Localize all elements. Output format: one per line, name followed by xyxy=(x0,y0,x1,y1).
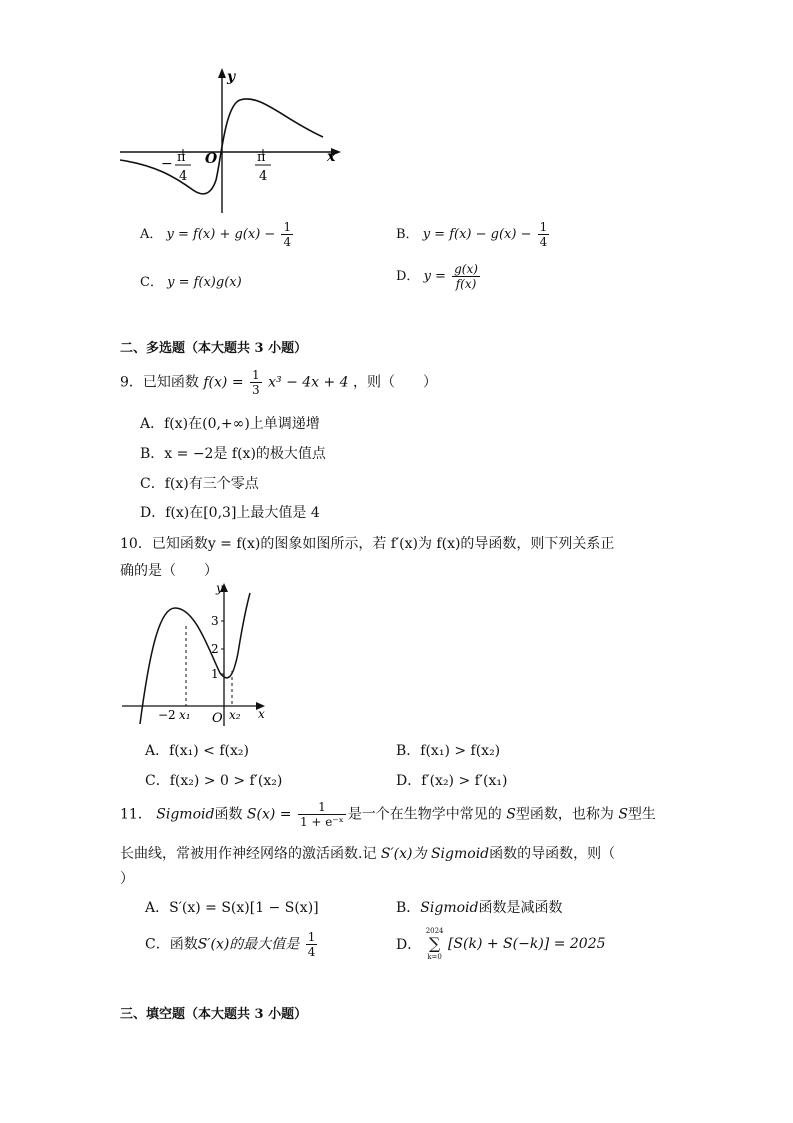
q11-option-d[interactable]: D． 2024 ∑ k=0 [S(k) + S(−k)] = 2025 xyxy=(396,927,606,961)
q10-stem-line1: 10．已知函数y = f(x)的图象如图所示，若 f′(x)为 f(x)的导函数，则下列关系正 xyxy=(120,536,615,552)
q9-stem: 9．已知函数 f(x) = $\frac{1}{3}$ x³ − 4x + 4 ，则（ ） xyxy=(120,368,438,397)
tick-x1: x₁ xyxy=(179,708,191,722)
origin-label: O xyxy=(205,151,218,167)
q8-option-a[interactable]: A． y = f(x) + g(x) − $\frac{1}{4}$ xyxy=(140,220,292,249)
q10-option-d[interactable]: D．f′(x₂) > f′(x₁) xyxy=(396,773,508,789)
tick-3: 3 xyxy=(211,614,219,628)
section-3-heading: 三、填空题（本大题共 3 小题） xyxy=(120,1007,308,1022)
q10-option-c[interactable]: C．f(x₂) > 0 > f′(x₂) xyxy=(145,773,283,789)
tick-neg2: −2 xyxy=(158,708,176,722)
q8-option-b[interactable]: B． y = f(x) − g(x) − $\frac{1}{4}$ xyxy=(396,220,548,249)
graph-1 xyxy=(115,65,345,217)
x-label: x xyxy=(258,707,265,721)
tick-2: 2 xyxy=(211,642,219,656)
x-label: x xyxy=(327,149,336,165)
q8-option-d[interactable]: D． y = $\frac{g(x)}{f(x)}$ xyxy=(396,262,478,291)
q10-option-b[interactable]: B．f(x₁) > f(x₂) xyxy=(396,743,501,759)
q8-option-c[interactable]: C． y = f(x)g(x) xyxy=(140,275,242,290)
pi-left: π xyxy=(177,150,186,165)
tick-x2: x₂ xyxy=(229,708,241,722)
graph-2 xyxy=(120,578,270,728)
q9-option-b[interactable]: B．x = −2是 f(x)的极大值点 xyxy=(140,446,326,462)
q11-option-a[interactable]: A．S′(x) = S(x)[1 − S(x)] xyxy=(145,900,319,916)
pi-right: π xyxy=(257,150,266,165)
neg-sign: − xyxy=(161,156,173,172)
y-arrow xyxy=(218,68,226,78)
q9-option-c[interactable]: C．f(x)有三个零点 xyxy=(140,476,259,492)
y-label: y xyxy=(216,581,223,595)
tick-1: 1 xyxy=(211,667,219,681)
y-label: y xyxy=(227,69,236,85)
section-2-heading: 二、多选题（本大题共 3 小题） xyxy=(120,341,308,356)
q11-stem-line1: 11． Sigmoid函数 S(x) = $\frac{1}{\text{1 + e⁻ˣ}}$ 是一个在生物学中常见的 S型函数，也称为 S型生 xyxy=(120,800,656,829)
q10-stem-line2: 确的是（ ） xyxy=(120,563,218,579)
q9-option-a[interactable]: A．f(x)在(0,+∞)上单调递增 xyxy=(140,416,320,432)
four-right: 4 xyxy=(259,169,268,184)
q11-option-b[interactable]: B．Sigmoid函数是减函数 xyxy=(396,900,563,916)
origin-label: O xyxy=(212,711,223,726)
q11-option-c[interactable]: C．函数S′(x)的最大值是 $\frac{1}{4}$ xyxy=(145,930,316,959)
q11-stem-line3: ） xyxy=(120,871,134,887)
curve-2 xyxy=(140,593,250,724)
four-left: 4 xyxy=(179,169,188,184)
q10-option-a[interactable]: A．f(x₁) < f(x₂) xyxy=(145,743,249,759)
q11-stem-line2: 长曲线，常被用作神经网络的激活函数.记 S′(x)为 Sigmoid函数的导函数，则（ xyxy=(120,846,616,862)
q9-option-d[interactable]: D．f(x)在[0,3]上最大值是 4 xyxy=(140,505,320,521)
